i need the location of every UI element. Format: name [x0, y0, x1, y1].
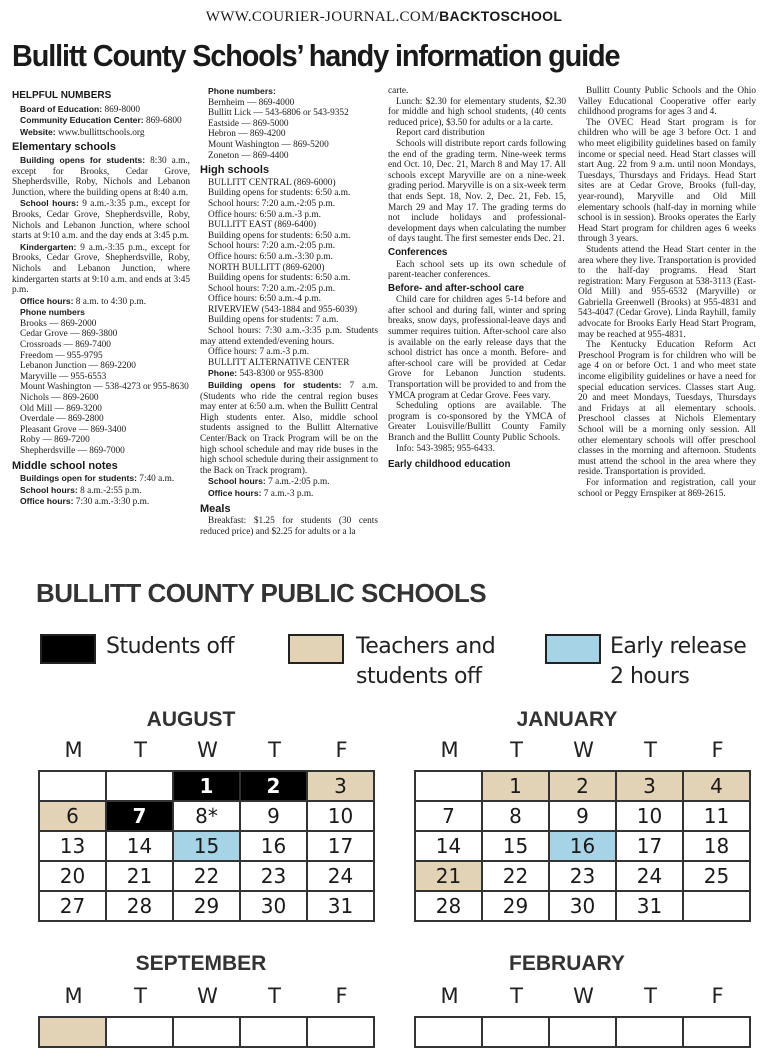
weekday-label: W: [573, 738, 594, 762]
url-section: BACKTOSCHOOL: [439, 8, 563, 24]
phone-entry: Crossroads — 869-7400: [20, 340, 111, 351]
legend-teachers-students-off-line2: students off: [356, 664, 482, 689]
phone-entry: Mount Washington — 538-4273 or 955-8630: [20, 382, 189, 393]
alt-hours-text: 7 a.m.-2:05 p.m.: [265, 477, 330, 488]
weekday-label: T: [134, 984, 147, 1008]
alt-office-line: [200, 488, 378, 500]
alt-center-heading: BULLITT ALTERNATIVE CENTER: [208, 357, 350, 368]
weekday-label: M: [440, 738, 459, 762]
day-cell: 17: [308, 832, 375, 862]
calendar-title: BULLITT COUNTY PUBLIC SCHOOLS: [36, 578, 487, 608]
community-label: Community Education Center:: [20, 115, 144, 126]
day-cell: 29: [174, 892, 241, 922]
weekday-label: M: [64, 984, 83, 1008]
report-card-heading: Report card distribution: [396, 128, 485, 139]
day-cell: [483, 1018, 550, 1048]
day-cell: 13: [40, 832, 107, 862]
weekday-label: T: [644, 984, 657, 1008]
high-school-line: School hours: 7:20 a.m.-2:05 p.m.: [208, 198, 336, 209]
mid-building-label: Buildings open for students:: [20, 473, 137, 484]
mid-office-label: Office hours:: [20, 496, 74, 507]
day-cell: 9: [241, 802, 308, 832]
day-cell: 18: [684, 832, 751, 862]
url-prefix: WWW.COURIER-JOURNAL.COM/: [205, 9, 440, 25]
kinder-para: [12, 242, 190, 296]
day-cell: [40, 772, 107, 802]
september-weekday-header: [40, 984, 375, 1008]
phone-entry: Roby — 869-7200: [20, 435, 90, 446]
high-school-line: BULLITT CENTRAL (869-6000): [208, 177, 336, 188]
day-cell: 15: [174, 832, 241, 862]
elem-hours-text: 9 a.m.-3:35 p.m., except for Brooks, Cedar Grove, Shepherdsville, Roby, Nichols and Lebanon Junction, where school starts at 9:10 a.m. and the day ends at 3:45 p.m.: [12, 199, 190, 242]
high-school-line: Building opens for students: 6:50 a.m.: [208, 230, 351, 241]
article-columns: [12, 86, 760, 560]
day-cell: 17: [617, 832, 684, 862]
high-school-line: Building opens for students: 7 a.m.: [208, 315, 339, 326]
day-cell: 20: [40, 862, 107, 892]
ec-para-4: The Kentucky Education Reform Act Preschool Program is for children who will be age 4 on or before Oct. 1 and who meet state income eligibility guidelines or have a need for special education services. Classes start Aug. 20 and meet Mondays, Tuesdays, Thursdays and Fridays at all elementary schools. Preschool classes at Nichols Elementary School will be a morning only session. All other elementary schools will offer preschool classes in the morning and afternoon. Students must attend the school in the area where they reside. Transportation is provided.: [578, 340, 756, 478]
phone-entry: Hebron — 869-4200: [208, 129, 286, 140]
day-cell: 8: [483, 802, 550, 832]
day-cell: 2: [241, 772, 308, 802]
high-school-line: BULLITT EAST (869-6400): [208, 220, 317, 231]
day-cell: 30: [241, 892, 308, 922]
elem-phone-label: Phone numbers: [20, 307, 85, 318]
lunch-text: Lunch: $2.30 for elementary students, $2.30 for middle and high school students, (40 cents reduced price), $3.50 for adults or a la carte.: [388, 96, 566, 128]
high-school-line: Office hours: 6:50 a.m.-4 p.m.: [208, 294, 321, 305]
day-cell: 10: [617, 802, 684, 832]
high-school-line: RIVERVIEW (543-1884 and 955-6039): [208, 304, 358, 315]
phone-entry: Bernheim — 869-4000: [208, 97, 295, 108]
phone-label-line: [12, 307, 190, 319]
child-care-heading: Before- and after-school care: [388, 282, 525, 294]
day-cell: 6: [40, 802, 107, 832]
weekday-label: F: [335, 984, 348, 1008]
mid-office-line: [12, 496, 190, 508]
high-school-list: [200, 178, 378, 326]
alt-building-label: Building opens for students:: [208, 380, 342, 391]
day-cell: [107, 772, 174, 802]
ec-para-2: The OVEC Head Start program is for children who will be age 3 before Oct. 1 and who meet eligibility guidelines based on family income or special need. Head Start classes will start Aug. 22 from 9 a.m. until noon Mondays, Tuesdays, Thursdays and Fridays. Head Start sites are at Cedar Grove, Brooks (full-day, year-round), Maryville and Old Mill elementary schools (half-day in morning while school is in session). Brooks operates the Early Head Start program for children ages 6 weeks through 3 years.: [578, 117, 756, 245]
phone-entry: Shepherdsville — 869-7000: [20, 446, 125, 456]
alt-building-text: 7 a.m. (Students who ride the central region buses may enter at 6:50 a.m. when the Bullitt Central High students enter. Also, middle school students assigned to the Bullitt Alternative Center/Back on Track Program will be on the high school schedule and may ride buses in the high school schedule during their assignment to the Back on Track program).: [200, 381, 379, 476]
day-cell: 31: [617, 892, 684, 922]
alt-office-label: Office hours:: [208, 487, 262, 498]
middle-phone-label: Phone numbers:: [208, 86, 276, 96]
early-childhood-heading: Early childhood education: [388, 459, 511, 471]
elem-office-text: 8 a.m. to 4:30 p.m.: [73, 296, 147, 307]
february-weekday-header: [416, 984, 751, 1008]
phone-entry: Maryville — 955-6553: [20, 371, 107, 382]
february-calendar-grid: [414, 1016, 751, 1048]
elementary-heading: Elementary schools: [12, 141, 116, 154]
phone-entry: Mount Washington — 869-5200: [208, 139, 329, 150]
alt-phone-value: 543-8300 or 955-8300: [237, 369, 324, 380]
day-cell: 30: [550, 892, 617, 922]
board-label: Board of Education:: [20, 103, 103, 114]
day-cell: 2: [550, 772, 617, 802]
high-school-line: NORTH BULLITT (869-6200): [208, 262, 325, 273]
weekday-label: M: [64, 738, 83, 762]
legend-early-release-line2: 2 hours: [610, 664, 690, 689]
alt-building-para: [200, 380, 378, 476]
elem-building-para: [12, 155, 190, 198]
weekday-label: M: [440, 984, 459, 1008]
child-care-text: Child care for children ages 5-14 before and after school and during fall, winter and spring breaks, snow days, professional-leave days and summer requires tuition. After-school care also is available on the early release days that the school district has once a month. Before- and after-school care will be provided at Cedar Grove for Lebanon Junction students. Transportation will be provided to and from the YMCA program at Cedar Grove. Fees vary.: [388, 295, 566, 401]
mid-hours-line: [12, 485, 190, 497]
alt-hours-line: [200, 476, 378, 488]
phone-entry: Freedom — 955-9795: [20, 350, 103, 361]
day-cell: 29: [483, 892, 550, 922]
phone-entry: Nichols — 869-2600: [20, 393, 99, 404]
day-cell: 16: [241, 832, 308, 862]
day-cell: [308, 1018, 375, 1048]
day-cell: 24: [617, 862, 684, 892]
middle-phone-label-line: [200, 86, 378, 98]
day-cell: 28: [416, 892, 483, 922]
high-school-line: Office hours: 6:50 a.m.-3:30 p.m.: [208, 251, 333, 262]
site-url: [0, 8, 768, 26]
weekday-label: F: [711, 984, 724, 1008]
day-cell: 15: [483, 832, 550, 862]
headline: Bullitt County Schools’ handy information guide: [12, 38, 620, 73]
legend-teachers-students-off-swatch: [288, 634, 344, 664]
alt-phone-line: [200, 368, 378, 380]
ec-para-5: For information and registration, call your school or Peggy Ernspiker at 869-2615.: [578, 477, 756, 499]
day-cell: [550, 1018, 617, 1048]
legend-teachers-students-off-line1: Teachers and: [356, 634, 496, 659]
conferences-text: Each school sets up its own schedule of parent-teacher conferences.: [388, 259, 566, 281]
website-value: www.bullittschools.org: [55, 127, 145, 138]
day-cell: 3: [617, 772, 684, 802]
middle-phone-list: [200, 98, 378, 162]
phone-entry: Bullitt Lick — 543-6806 or 543-9352: [208, 108, 349, 119]
legend-students-off-label: Students off: [106, 634, 235, 659]
weekday-label: W: [197, 738, 218, 762]
riverview-hours: School hours: 7:30 a.m.-3:35 p.m. Students may attend extended/evening hours.: [200, 326, 378, 347]
meals-text: Breakfast: $1.25 for students (30 cents reduced price) and $2.25 for adults or a la: [200, 516, 378, 537]
mid-building-text: 7:40 a.m.: [136, 474, 175, 485]
day-cell: 7: [416, 802, 483, 832]
weekday-label: T: [510, 738, 523, 762]
phone-entry: Overdale — 869-2800: [20, 414, 104, 425]
column-4: [578, 86, 756, 499]
phone-entry: Zoneton — 869-4400: [208, 150, 289, 161]
mid-hours-label: School hours:: [20, 484, 78, 495]
elementary-phone-list: [12, 319, 190, 457]
month-january-name: JANUARY: [516, 708, 618, 731]
elem-hours-label: School hours:: [20, 198, 79, 209]
mid-office-text: 7:30 a.m.-3:30 p.m.: [73, 497, 150, 508]
day-cell: 25: [684, 862, 751, 892]
weekday-label: W: [197, 984, 218, 1008]
day-cell: [241, 1018, 308, 1048]
day-cell: 31: [308, 892, 375, 922]
day-cell: [416, 1018, 483, 1048]
day-cell: 7: [107, 802, 174, 832]
september-first-cell: [40, 1018, 107, 1048]
scheduling-text: Scheduling options are available. The program is co-sponsored by the YMCA of Greater Louisville/Bullitt County Family Branch and the Bullitt County Public Schools.: [388, 401, 566, 443]
month-august-name: AUGUST: [146, 708, 236, 731]
day-cell: 1: [483, 772, 550, 802]
day-cell: [617, 1018, 684, 1048]
high-school-line: School hours: 7:20 a.m.-2:05 p.m.: [208, 241, 336, 252]
elem-office-label: Office hours:: [20, 295, 74, 306]
september-calendar-grid: [38, 1016, 375, 1048]
column-3: [388, 86, 566, 472]
day-cell: 21: [107, 862, 174, 892]
day-cell: 23: [550, 862, 617, 892]
alt-office-text: 7 a.m.-3 p.m.: [261, 488, 314, 499]
column-2: [200, 86, 378, 537]
january-calendar-grid: [414, 770, 751, 922]
day-cell: [684, 1018, 751, 1048]
high-school-line: Office hours: 6:50 a.m.-3 p.m.: [208, 209, 321, 220]
day-cell: 21: [416, 862, 483, 892]
info-text: Info: 543-3985; 955-6433.: [396, 443, 495, 454]
board-value: 869-8000: [102, 104, 141, 115]
month-september-name: SEPTEMBER: [135, 952, 267, 975]
august-weekday-header: [40, 738, 375, 762]
day-cell: 4: [684, 772, 751, 802]
day-cell: 23: [241, 862, 308, 892]
weekday-label: T: [268, 738, 281, 762]
kinder-label: Kindergarten:: [20, 241, 77, 252]
kinder-text: 9 a.m.-3:35 p.m., except for Brooks, Cedar Grove, Shepherdsville, Roby, Nichols and Lebanon Junction, where kindergarten starts at 9:10 a.m. and ends at 3:45 p.m.: [12, 242, 190, 296]
legend-early-release-swatch: [545, 634, 601, 664]
day-cell: 16: [550, 832, 617, 862]
january-weekday-header: [416, 738, 751, 762]
weekday-label: T: [510, 984, 523, 1008]
mid-hours-text: 8 a.m.-2:55 p.m.: [77, 485, 142, 496]
weekday-label: T: [644, 738, 657, 762]
elem-building-text: 8:30 a.m., except for Brooks, Cedar Grove, Shepherdsville, Roby, Nichols and Lebanon Junction, where the building opens at 8:40 a.m.: [12, 155, 190, 198]
phone-entry: Lebanon Junction — 869-2200: [20, 361, 136, 372]
day-cell: 14: [107, 832, 174, 862]
day-cell: 8*: [174, 802, 241, 832]
august-calendar-grid: [38, 770, 375, 922]
day-cell: 24: [308, 862, 375, 892]
day-cell: 22: [483, 862, 550, 892]
phone-entry: Pleasant Grove — 869-3400: [20, 424, 127, 435]
website-line: [12, 127, 190, 139]
day-cell: [107, 1018, 174, 1048]
ec-para-3: Students attend the Head Start center in the area where they live. Transportation is provided to the half-day programs. Head Start registration: Mary Ferguson at 538-3113 (East-Old Mill) and 955-6532 (Maryville) or Gabriella Greenwell (Brooks) at 955-4831 and 543-4047 (Cedar Grove). Linda Rayhill, family advocate for Brooks Early Head Start Program, may be reached at 955-4831.: [578, 244, 756, 340]
day-cell: 3: [308, 772, 375, 802]
high-schools-heading: High schools: [200, 164, 270, 177]
high-school-line: Building opens for students: 6:50 a.m.: [208, 273, 351, 284]
column-1: [12, 86, 190, 508]
community-value: 869-6800: [143, 116, 182, 127]
weekday-label: T: [268, 984, 281, 1008]
legend-students-off-swatch: [40, 634, 96, 664]
meals-heading: Meals: [200, 502, 231, 515]
high-school-line: Building opens for students: 6:50 a.m.: [208, 188, 351, 199]
high-school-line: School hours: 7:20 a.m.-2:05 p.m.: [208, 283, 336, 294]
conferences-heading: Conferences: [388, 246, 448, 258]
elem-hours-para: [12, 198, 190, 241]
weekday-label: T: [134, 738, 147, 762]
middle-heading: Middle school notes: [12, 459, 118, 472]
meals-carry: carte.: [388, 86, 409, 96]
helpful-numbers-heading: HELPFUL NUMBERS: [12, 90, 112, 101]
day-cell: [684, 892, 751, 922]
riverview-office: Office hours: 7 a.m.-3 p.m.: [208, 347, 310, 358]
website-label: Website:: [20, 126, 56, 137]
community-line: [12, 115, 190, 127]
elem-building-label: Building opens for students:: [20, 154, 146, 165]
phone-entry: Old Mill — 869-3200: [20, 403, 102, 414]
alt-hours-label: School hours:: [208, 476, 266, 487]
phone-entry: Eastside — 869-5000: [208, 118, 289, 129]
report-card-text: Schools will distribute report cards following the end of the grading term. Nine-week terms end Oct. 10, Dec. 21, March 8 and May 17. All schools except Maryville are on a nine-week grading period. Maryville is on a six-week term that ends Sept. 18, Nov. 2, Dec. 21, Feb. 15, March 29 and May 17. The grading terms do not include holidays and professional-development days when calculating the number of days taught. The first semester ends Dec. 21.: [388, 138, 566, 245]
day-cell: 10: [308, 802, 375, 832]
ec-para-1: Bullitt County Public Schools and the Ohio Valley Educational Cooperative offer early childhood programs for ages 3 and 4.: [578, 86, 756, 118]
board-line: [12, 104, 190, 116]
day-cell: 22: [174, 862, 241, 892]
elem-office-line: [12, 296, 190, 308]
phone-entry: Cedar Grove — 869-3800: [20, 329, 118, 340]
legend-early-release-line1: Early release: [610, 634, 747, 659]
day-cell: 14: [416, 832, 483, 862]
day-cell: 1: [174, 772, 241, 802]
phone-entry: Brooks — 869-2000: [20, 318, 97, 329]
alt-phone-label: Phone:: [208, 368, 238, 379]
day-cell: 11: [684, 802, 751, 832]
day-cell: [174, 1018, 241, 1048]
weekday-label: F: [711, 738, 724, 762]
day-cell: 27: [40, 892, 107, 922]
day-cell: 28: [107, 892, 174, 922]
mid-building-para: [12, 473, 190, 485]
day-cell: [416, 772, 483, 802]
weekday-label: F: [335, 738, 348, 762]
day-cell: 9: [550, 802, 617, 832]
month-february-name: FEBRUARY: [509, 952, 625, 975]
weekday-label: W: [573, 984, 594, 1008]
